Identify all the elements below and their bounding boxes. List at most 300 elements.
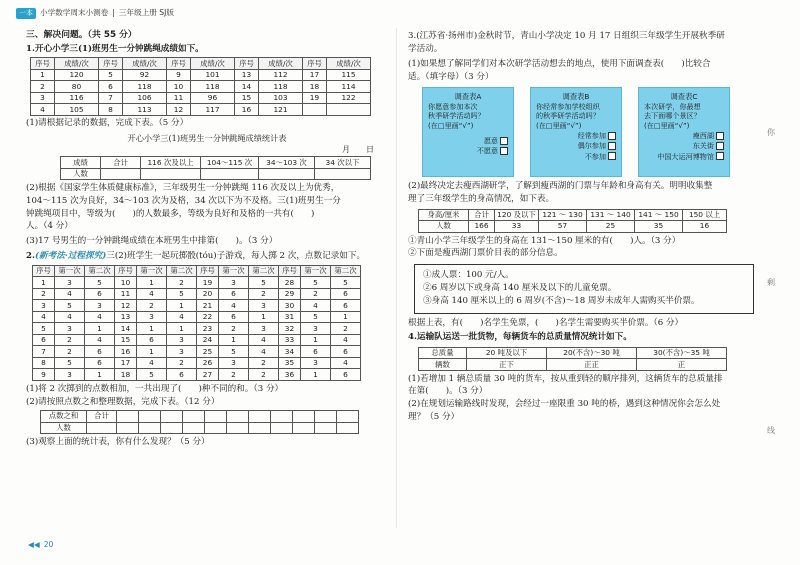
- notice-line: ③身高 140 厘米以上的 6 周岁(不含)～18 周岁未成年人需购买半价票。: [423, 296, 700, 307]
- table-row: [33, 311, 361, 323]
- dice-record-table: [32, 265, 361, 381]
- row-label: 人数: [61, 168, 101, 180]
- q4-sub2: [408, 399, 763, 423]
- q3-intro: [408, 31, 763, 83]
- q4-intro: 4.运输队运送一批货物，每辆货车的总质量情况统计如下。: [408, 332, 632, 343]
- header-cell: 序号: [235, 58, 259, 70]
- page-header: [16, 6, 174, 20]
- table-header-row: [419, 347, 727, 359]
- header-cell: 序号: [197, 265, 219, 277]
- text-line: 钟跳绳项目中，等级为( )的人数最多，等级为良好和及格的一共有( ): [26, 208, 315, 219]
- header-cell: 121 ～ 130: [539, 209, 587, 221]
- cell: 30: [279, 300, 301, 312]
- header-divider: |: [112, 7, 115, 17]
- header-cell: 序号: [167, 58, 191, 70]
- cell: 10: [167, 81, 191, 93]
- checkbox[interactable]: [716, 152, 724, 160]
- header-cell: 序号: [33, 265, 55, 277]
- cell: 6: [301, 346, 331, 358]
- cell: 22: [197, 311, 219, 323]
- q4-sub1: [408, 374, 763, 398]
- answer-cell[interactable]: [259, 168, 315, 180]
- header-cell: 第二次: [85, 265, 115, 277]
- cell: 3: [55, 369, 85, 381]
- cell: [303, 104, 327, 116]
- cell: 1: [219, 334, 249, 346]
- cell: 3: [55, 323, 85, 335]
- cell: 1: [33, 277, 55, 289]
- header-cell: 第一次: [137, 265, 167, 277]
- cell: 1: [167, 323, 197, 335]
- cell: 1: [167, 300, 197, 312]
- cell: 5: [55, 357, 85, 369]
- cell: 6: [331, 288, 361, 300]
- cell: 2: [33, 288, 55, 300]
- card-text: 秋季研学活动吗？: [428, 111, 485, 121]
- card-text: 去下面哪个景区？: [644, 111, 701, 121]
- option-label: 不愿意: [476, 146, 498, 156]
- cell: 4: [85, 334, 115, 346]
- text-line: 理？（5 分）: [408, 411, 460, 422]
- cell: 3: [167, 346, 197, 358]
- card-option[interactable]: [428, 136, 508, 145]
- cell: [327, 104, 371, 116]
- cell: 6: [137, 334, 167, 346]
- table-row: [33, 369, 361, 381]
- cell: 7: [33, 346, 55, 358]
- answer-cell[interactable]: [117, 422, 139, 434]
- header-cell: 总质量: [419, 347, 467, 359]
- cell: 5: [167, 288, 197, 300]
- header-cell: 成绩: [61, 157, 101, 169]
- cell: 1: [137, 277, 167, 289]
- cell: 19: [197, 277, 219, 289]
- tally-cell: 正: [637, 359, 727, 371]
- binding-mark: 线: [767, 426, 775, 435]
- header-cell: 20(不含)～30 吨: [547, 347, 637, 359]
- cell: 4: [31, 104, 55, 116]
- truck-table: [418, 347, 727, 371]
- cell: 25: [197, 346, 219, 358]
- q1-intro: 1.开心小学三(1)班男生一分钟跳绳成绩如下。: [26, 43, 204, 54]
- header-cell: 序号: [279, 265, 301, 277]
- question-tag: (新考法·过程探究): [34, 251, 107, 262]
- cell: 3: [85, 300, 115, 312]
- answer-cell[interactable]: [117, 411, 139, 423]
- card-text: 你愿意参加本次: [428, 102, 478, 111]
- cell: 13: [235, 69, 259, 81]
- header-cell: 150 以上: [683, 209, 727, 221]
- cell: 23: [197, 323, 219, 335]
- cell: 2: [55, 346, 85, 358]
- cell: 6: [331, 369, 361, 381]
- text-line: 104～115 次为良好，34～103 次为及格，34 次以下为不及格。三(1)班男生一分: [26, 196, 341, 207]
- cell: 26: [197, 357, 219, 369]
- stat-table: [60, 156, 371, 180]
- cell: 15: [235, 92, 259, 104]
- cell: 18: [115, 369, 137, 381]
- cell: 2: [219, 369, 249, 381]
- cell: 4: [249, 346, 279, 358]
- cell: 4: [55, 288, 85, 300]
- q3-conclusion: 根据上表，有( )名学生免票，( )名学生需要购买半价票。（6 分）: [408, 317, 684, 328]
- checkbox[interactable]: [608, 152, 616, 160]
- cell: 辆数: [419, 359, 467, 371]
- table-row: [31, 92, 371, 104]
- header-cell: 116 次及以上: [141, 157, 201, 169]
- cell: 1: [31, 69, 55, 81]
- cell: 4: [85, 311, 115, 323]
- dice-sum-table: [40, 410, 359, 434]
- cell: 33: [279, 334, 301, 346]
- question-number: 2.: [26, 251, 35, 262]
- text-line: (2)根据《国家学生体质健康标准》，三年级男生一分钟跳绳 116 次及以上为优秀，: [26, 183, 340, 194]
- cell: 92: [123, 69, 167, 81]
- cell: 117: [191, 104, 235, 116]
- page-spine: [396, 28, 397, 528]
- cell: 13: [115, 311, 137, 323]
- stat-table-title: 开心小学三(1)班男生一分钟跳绳成绩统计表: [127, 132, 287, 143]
- header-cell: 第二次: [331, 265, 361, 277]
- cell: 1: [301, 369, 331, 381]
- header-cell: 点数之和: [41, 411, 87, 423]
- answer-cell[interactable]: [161, 422, 183, 434]
- notice-line: ②6 周岁以下或身高 140 厘米及以下的儿童免票。: [423, 283, 617, 294]
- card-option[interactable]: [644, 152, 724, 161]
- checkbox[interactable]: [716, 132, 724, 140]
- row-label: 人数: [41, 422, 87, 434]
- option-label: 经常参加: [577, 131, 606, 141]
- answer-cell[interactable]: [271, 422, 293, 434]
- table-row: [33, 300, 361, 312]
- cell: 114: [327, 81, 371, 93]
- answer-cell[interactable]: [315, 168, 371, 180]
- survey-card-a: [422, 87, 514, 177]
- card-text: 本次研学，你最想: [644, 102, 701, 111]
- card-option[interactable]: [536, 152, 616, 161]
- cell: 106: [123, 92, 167, 104]
- answer-cell[interactable]: [337, 422, 359, 434]
- cell: 3: [33, 300, 55, 312]
- header-cell: 成绩/次: [123, 58, 167, 70]
- table-row: [33, 346, 361, 358]
- cell: 4: [331, 357, 361, 369]
- height-table: [418, 209, 727, 233]
- cell: 16: [115, 346, 137, 358]
- binding-mark: 剩: [767, 278, 775, 287]
- card-text: 的秋季研学活动吗？: [536, 111, 600, 121]
- cell: 5: [219, 346, 249, 358]
- cell: 4: [167, 311, 197, 323]
- page-footer: [28, 540, 53, 550]
- answer-cell[interactable]: [271, 411, 293, 423]
- answer-cell[interactable]: [315, 411, 337, 423]
- notice-line: ①成人票：100 元/人。: [423, 269, 514, 280]
- cell: 2: [249, 288, 279, 300]
- cell: 5: [331, 277, 361, 289]
- cell: 36: [279, 369, 301, 381]
- card-option[interactable]: [428, 146, 508, 155]
- cell: 31: [279, 311, 301, 323]
- cell: 27: [197, 369, 219, 381]
- header-cell: 成绩/次: [55, 58, 99, 70]
- cell: 5: [55, 300, 85, 312]
- cell: 4: [137, 288, 167, 300]
- cell: 57: [539, 221, 587, 233]
- cell: 2: [249, 369, 279, 381]
- cell: 20: [197, 288, 219, 300]
- cell: 34: [279, 346, 301, 358]
- option-label: 东关街: [692, 141, 714, 151]
- checkbox[interactable]: [608, 142, 616, 150]
- option-label: 不参加: [584, 151, 606, 161]
- cell: 16: [235, 104, 259, 116]
- header-cell: 序号: [99, 58, 123, 70]
- table-header-row: [41, 411, 359, 423]
- card-text: (在□里画“√”): [536, 120, 582, 130]
- q2-intro: [26, 251, 388, 263]
- cell: 2: [167, 277, 197, 289]
- survey-card-b: [530, 87, 622, 177]
- cell: 6: [331, 346, 361, 358]
- cell: 2: [331, 323, 361, 335]
- answer-cell[interactable]: [227, 411, 249, 423]
- cell: 5: [301, 311, 331, 323]
- cell: 4: [331, 334, 361, 346]
- cell: 3: [249, 300, 279, 312]
- answer-cell[interactable]: [161, 411, 183, 423]
- cell: 9: [167, 69, 191, 81]
- header-cell: 34～103 次: [259, 157, 315, 169]
- answer-cell[interactable]: [293, 411, 315, 423]
- edition-label: 三年级上册 SJ版: [118, 7, 174, 17]
- q1-sub3: (3)17 号男生的一分钟跳绳成绩在本班男生中排第( )。（3 分）: [26, 235, 278, 246]
- cell: 21: [197, 300, 219, 312]
- cell: 6: [85, 288, 115, 300]
- q2-sub2: (2)请按照点数之和整理数据，完成下表。（12 分）: [26, 396, 220, 407]
- cell: 12: [167, 104, 191, 116]
- cell: 1: [331, 311, 361, 323]
- card-option[interactable]: [536, 141, 616, 150]
- answer-cell[interactable]: [183, 411, 205, 423]
- cell: 5: [33, 323, 55, 335]
- q1-sub1: (1)请根据记录的数据，完成下表。（5 分）: [26, 117, 189, 128]
- header-cell: 34 次以下: [315, 157, 371, 169]
- cell: 2: [137, 300, 167, 312]
- table-row: [419, 221, 727, 233]
- arrows-icon: ◀◀: [28, 540, 40, 549]
- text-line: (1)若增加 1 辆总质量 30 吨的货车，按从重到轻的顺序排列，这辆货车的总质量排: [408, 373, 723, 384]
- cell: 4: [249, 334, 279, 346]
- cell: 4: [137, 357, 167, 369]
- answer-cell[interactable]: [337, 411, 359, 423]
- table-header-row: [61, 157, 371, 169]
- cell: 2: [167, 357, 197, 369]
- header-cell: 第一次: [55, 265, 85, 277]
- cell: 96: [191, 92, 235, 104]
- option-label: 中国大运河博物馆: [657, 151, 714, 161]
- header-cell: 120 及以下: [495, 209, 539, 221]
- cell: 113: [123, 104, 167, 116]
- cell: 4: [55, 311, 85, 323]
- cell: 116: [55, 92, 99, 104]
- answer-cell[interactable]: [249, 411, 271, 423]
- cell: 6: [219, 311, 249, 323]
- header-cell: 131 ～ 140: [587, 209, 635, 221]
- table-row: [33, 357, 361, 369]
- header-cell: 成绩/次: [259, 58, 303, 70]
- series-badge: 一本: [16, 8, 36, 19]
- header-cell: 序号: [31, 58, 55, 70]
- cell: 3: [55, 277, 85, 289]
- cell: 5: [249, 277, 279, 289]
- header-cell: 104～115 次: [201, 157, 259, 169]
- cell: 1: [85, 323, 115, 335]
- answer-cell[interactable]: [315, 422, 337, 434]
- survey-card-c: [638, 87, 730, 177]
- answer-cell[interactable]: [293, 422, 315, 434]
- checkbox[interactable]: [500, 147, 508, 155]
- table-row: [33, 334, 361, 346]
- q3-sub2: [408, 181, 763, 205]
- cell: 7: [99, 92, 123, 104]
- header-cell: 身高/厘米: [419, 209, 469, 221]
- booklet-title: 小学数学周末小测卷: [40, 7, 109, 17]
- option-label: 愿意: [483, 136, 498, 146]
- cell: 10: [115, 277, 137, 289]
- cell: 3: [167, 334, 197, 346]
- q2-sub1: (1)将 2 次掷到的点数相加，一共出现了( )种不同的和。（3 分）: [26, 383, 284, 394]
- survey-cards: [422, 87, 763, 177]
- text-line: 3.(江苏省·扬州市)金秋时节，青山小学决定 10 月 17 日组织三年级学生开展秋季研: [408, 31, 725, 41]
- cell: 118: [123, 81, 167, 93]
- cell: 121: [259, 104, 303, 116]
- answer-cell[interactable]: [227, 422, 249, 434]
- option-label: 偶尔参加: [577, 141, 606, 151]
- cell: 112: [259, 69, 303, 81]
- q3-sub-a: ①青山小学三年级学生的身高在 131～150 厘米的有( )人。（3 分）: [408, 235, 681, 246]
- cell: 8: [33, 357, 55, 369]
- card-text: (在□里画“√”): [428, 120, 474, 130]
- header-cell: 141 ～ 150: [635, 209, 683, 221]
- cell: 11: [115, 288, 137, 300]
- cell: 19: [303, 92, 327, 104]
- cell: 25: [587, 221, 635, 233]
- cell: 4: [33, 311, 55, 323]
- text-line: 理了三年级学生的身高情况，如下表。: [408, 193, 555, 204]
- cell: 3: [219, 277, 249, 289]
- cell: 14: [235, 81, 259, 93]
- cell: 2: [55, 334, 85, 346]
- cell: 6: [219, 288, 249, 300]
- answer-cell[interactable]: [205, 411, 227, 423]
- card-title: 调查表A: [454, 92, 482, 102]
- cell: 1: [249, 311, 279, 323]
- table-row: [33, 288, 361, 300]
- text-line: 人。（4 分）: [26, 221, 73, 232]
- card-option[interactable]: [644, 131, 724, 140]
- cell: 1: [137, 346, 167, 358]
- cell: 103: [259, 92, 303, 104]
- answer-cell[interactable]: [201, 168, 259, 180]
- cell: 17: [303, 69, 327, 81]
- cell: 6: [85, 346, 115, 358]
- cell: 33: [495, 221, 539, 233]
- cell: 5: [301, 277, 331, 289]
- card-option[interactable]: [536, 131, 616, 140]
- answer-cell[interactable]: [141, 168, 201, 180]
- right-column: [408, 30, 763, 424]
- cell: 24: [197, 334, 219, 346]
- cell: 3: [31, 92, 55, 104]
- answer-cell[interactable]: [249, 422, 271, 434]
- cell: 166: [469, 221, 495, 233]
- cell: 3: [137, 311, 167, 323]
- cell: 9: [33, 369, 55, 381]
- text-line: (1)如果想了解同学们对本次研学活动想去的地点，使用下面调查表( )比较合: [408, 59, 711, 70]
- tally-cell: 正下: [467, 359, 547, 371]
- checkbox[interactable]: [716, 142, 724, 150]
- checkbox[interactable]: [608, 132, 616, 140]
- answer-cell[interactable]: [139, 411, 161, 423]
- cell: 120: [55, 69, 99, 81]
- cell: 101: [191, 69, 235, 81]
- cell: 2: [219, 323, 249, 335]
- answer-cell[interactable]: [87, 422, 117, 434]
- cell: 35: [279, 357, 301, 369]
- table-row: [61, 168, 371, 180]
- table-row: [33, 277, 361, 289]
- cell: 5: [85, 277, 115, 289]
- cell: 6: [331, 300, 361, 312]
- cell: 6: [85, 357, 115, 369]
- section-title: 三、解决问题。（共 55 分）: [26, 30, 137, 40]
- text-line: 在第( )。（3 分）: [408, 386, 488, 397]
- card-title: 调查表B: [562, 92, 590, 102]
- page-number: 20: [43, 540, 54, 549]
- header-cell: 成绩/次: [327, 58, 371, 70]
- cell: 5: [137, 369, 167, 381]
- text-line: 学活动。: [408, 43, 443, 54]
- cell: 8: [99, 104, 123, 116]
- cell: 6: [99, 81, 123, 93]
- header-cell: 合计: [87, 411, 117, 423]
- q2-sub3: (3)观察上面的统计表，你有什么发现？（5 分）: [26, 437, 210, 448]
- cell: 11: [167, 92, 191, 104]
- cell: 105: [55, 104, 99, 116]
- checkbox[interactable]: [500, 137, 508, 145]
- cell: 5: [99, 69, 123, 81]
- cell: 2: [301, 288, 331, 300]
- card-option[interactable]: [644, 141, 724, 150]
- card-text: (在□里画“√”): [644, 120, 690, 130]
- cell: 122: [327, 92, 371, 104]
- cell: 人数: [419, 221, 469, 233]
- table-header-row: [31, 58, 371, 70]
- cell: 4: [219, 300, 249, 312]
- answer-cell[interactable]: [139, 422, 161, 434]
- answer-cell[interactable]: [205, 422, 227, 434]
- cell: 118: [259, 81, 303, 93]
- table-row: [419, 359, 727, 371]
- answer-cell[interactable]: [183, 422, 205, 434]
- cell: 2: [249, 357, 279, 369]
- cell: 32: [279, 323, 301, 335]
- header-cell: 第一次: [219, 265, 249, 277]
- cell: 4: [301, 300, 331, 312]
- answer-cell[interactable]: [101, 168, 141, 180]
- cell: 118: [191, 81, 235, 93]
